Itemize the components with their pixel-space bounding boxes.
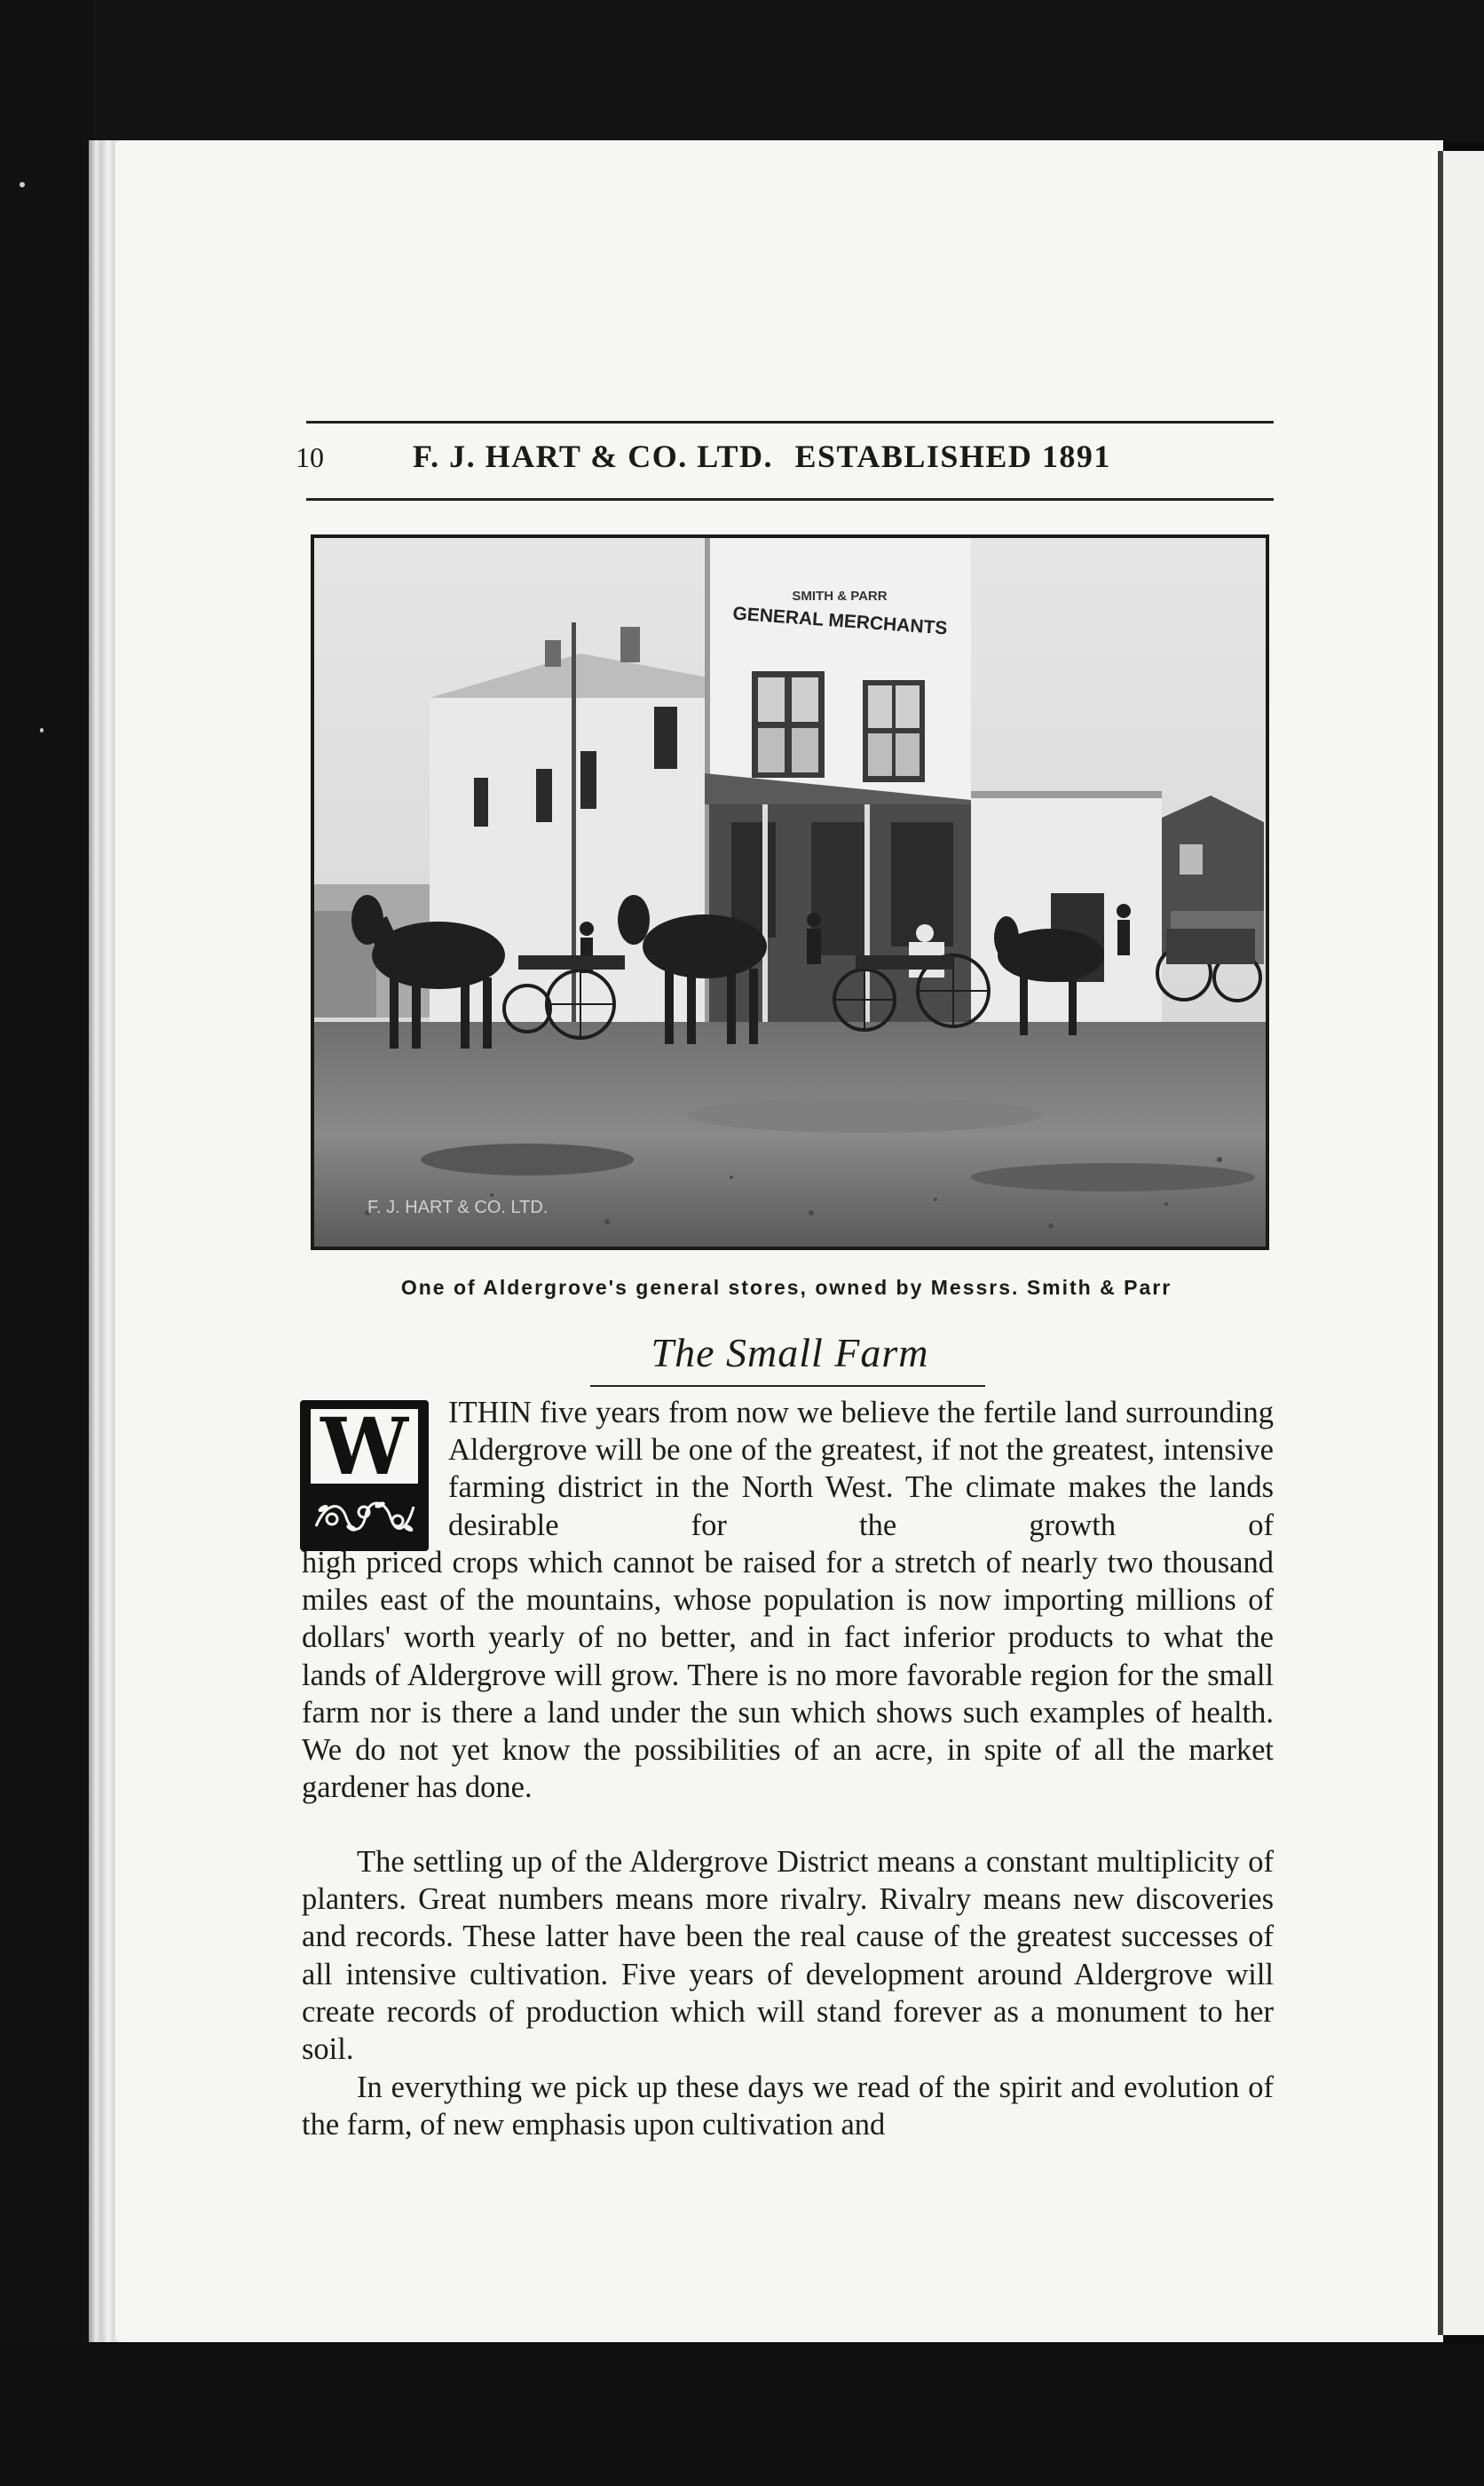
- paragraph-1: high priced crops which cannot be raised for a stretch of nearly two thousand miles east of the mountains, whose population is now importing millions of dollars' worth yearly of no better, and in fact inferior products to what the lands of Aldergrove will grow. There is no more favorable region for the small farm nor is there a land under the sun which shows such examples of health. We do not yet know the possibilities of an acre, in spite of all the market gardener has done.: [302, 1546, 1274, 1805]
- sign-small-text: SMITH & PARR: [792, 589, 888, 604]
- paragraph-intro: ITHIN five years from now we believe the fertile land surrounding Aldergrove will be one of the greatest, if not the greatest, intensive farming district in the North West. The climate makes the lands desirable for the growth of: [448, 1396, 1274, 1542]
- section-title-underline: [590, 1385, 985, 1387]
- scan-background-top: [0, 0, 1484, 142]
- running-head: [413, 438, 1124, 475]
- dust-speck: [40, 728, 43, 732]
- drop-cap-letter-box: [311, 1400, 418, 1492]
- photo-caption: One of Aldergrove's general stores, owned by Messrs. Smith & Parr: [400, 1276, 1172, 1299]
- sign-large-text: GENERAL MERCHANTS: [731, 603, 949, 639]
- paragraph-3: In everything we pick up these days we read of the spirit and evolution of the farm, of new emphasis upon cultivation and: [302, 2070, 1274, 2142]
- scan-background-bottom: [0, 2344, 1484, 2486]
- running-head-established: ESTABLISHED 1891: [794, 439, 1111, 474]
- header-rule-top: [306, 421, 1274, 424]
- paragraph-2: The settling up of the Aldergrove District means a constant multiplicity of planters. Great numbers means more rivalry. Rivalry means new discoveries and records. These latter have been the real cause of the greatest successes of all intensive cultivation. Five years of development around Aldergrove will create records of production which will stand forever as a monument to her soil.: [302, 1845, 1274, 2067]
- running-head-company: F. J. HART & CO. LTD.: [413, 439, 773, 474]
- drop-cap: [300, 1400, 429, 1551]
- header-rule-bottom: [306, 498, 1274, 501]
- dust-speck: [20, 182, 25, 187]
- drop-cap-letter: W: [320, 1400, 408, 1492]
- photo-watermark: F. J. HART & CO. LTD.: [367, 1198, 549, 1217]
- drop-cap-ornament-icon: [311, 1492, 418, 1540]
- facing-page-edge: [1438, 151, 1484, 2335]
- page-number: 10: [296, 441, 324, 473]
- store-photograph-art: [314, 538, 1266, 1247]
- scan-background-left: [0, 0, 94, 2486]
- section-title: The Small Farm: [651, 1330, 929, 1375]
- store-photograph: [311, 534, 1269, 1250]
